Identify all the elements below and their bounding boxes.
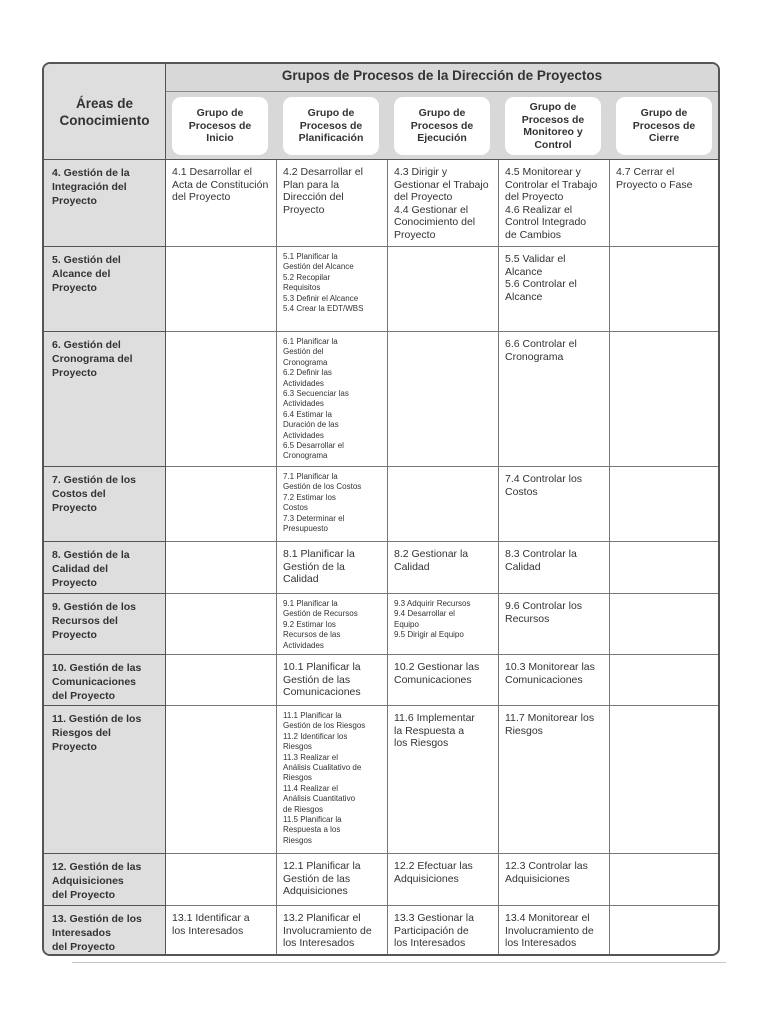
process-cell-integracion-monitoreo-control: 4.5 Monitorear y Controlar el Trabajo del Proyecto 4.6 Realizar el Control Integrado de Cambios bbox=[499, 160, 610, 247]
process-cell-comunicaciones-cierre bbox=[610, 655, 718, 706]
process-cell-interesados-inicio: 13.1 Identificar a los Interesados bbox=[166, 906, 277, 954]
process-cell-cronograma-monitoreo-control: 6.6 Controlar el Cronograma bbox=[499, 332, 610, 467]
area-label-text: 5. Gestión del Alcance del Proyecto bbox=[52, 254, 121, 294]
process-cell-interesados-planificacion: 13.2 Planificar el Involucramiento de los Interesados bbox=[277, 906, 388, 954]
group-header-closing: Grupo de Procesos de Cierre bbox=[616, 97, 712, 155]
process-matrix-table bbox=[42, 62, 720, 956]
area-label-text: 13. Gestión de los Interesados del Proyecto bbox=[52, 913, 142, 953]
area-label-integracion bbox=[44, 160, 166, 247]
group-header-initiating: Grupo de Procesos de Inicio bbox=[172, 97, 268, 155]
group-header-monitoring: Grupo de Procesos de Monitoreo y Control bbox=[505, 97, 601, 155]
process-cell-calidad-inicio bbox=[166, 542, 277, 594]
process-cell-recursos-monitoreo-control: 9.6 Controlar los Recursos bbox=[499, 594, 610, 655]
process-cell-alcance-cierre bbox=[610, 247, 718, 332]
process-cell-adquisiciones-planificacion: 12.1 Planificar la Gestión de las Adquisiciones bbox=[277, 854, 388, 906]
process-cell-alcance-planificacion: 5.1 Planificar la Gestión del Alcance 5.2 Recopilar Requisitos 5.3 Definir el Alcance 5.4 Crear la EDT/WBS bbox=[277, 247, 388, 332]
process-groups-title: Grupos de Procesos de la Dirección de Proyectos bbox=[281, 68, 603, 83]
process-cell-recursos-planificacion: 9.1 Planificar la Gestión de Recursos 9.2 Estimar los Recursos de las Actividades bbox=[277, 594, 388, 655]
area-label-interesados bbox=[44, 906, 166, 954]
process-cell-costos-planificacion: 7.1 Planificar la Gestión de los Costos 7.2 Estimar los Costos 7.3 Determinar el Presupuesto bbox=[277, 467, 388, 542]
area-label-comunicaciones bbox=[44, 655, 166, 706]
area-label-text: 10. Gestión de las Comunicaciones del Proyecto bbox=[52, 662, 142, 702]
process-cell-calidad-cierre bbox=[610, 542, 718, 594]
area-label-text: 8. Gestión de la Calidad del Proyecto bbox=[52, 549, 130, 589]
process-cell-riesgos-planificacion: 11.1 Planificar la Gestión de los Riesgos 11.2 Identificar los Riesgos 11.3 Realizar el Análisis Cualitativo de Riesgos 11.4 Realizar el Análisis Cuantitativo de Riesgos 11.5 Planificar la Respuesta a los Riesgos bbox=[277, 706, 388, 854]
process-cell-adquisiciones-cierre bbox=[610, 854, 718, 906]
process-cell-cronograma-inicio bbox=[166, 332, 277, 467]
process-cell-calidad-monitoreo-control: 8.3 Controlar la Calidad bbox=[499, 542, 610, 594]
process-cell-calidad-planificacion: 8.1 Planificar la Gestión de la Calidad bbox=[277, 542, 388, 594]
process-cell-costos-ejecucion bbox=[388, 467, 499, 542]
footer-rule bbox=[72, 962, 726, 963]
area-label-text: 9. Gestión de los Recursos del Proyecto bbox=[52, 601, 137, 641]
area-label-recursos bbox=[44, 594, 166, 655]
area-label-riesgos bbox=[44, 706, 166, 854]
process-cell-alcance-monitoreo-control: 5.5 Validar el Alcance 5.6 Controlar el Alcance bbox=[499, 247, 610, 332]
area-label-cronograma bbox=[44, 332, 166, 467]
process-groups-header bbox=[166, 64, 718, 160]
process-cell-costos-cierre bbox=[610, 467, 718, 542]
area-label-text: 4. Gestión de la Integración del Proyecto bbox=[52, 167, 130, 207]
process-cell-riesgos-monitoreo-control: 11.7 Monitorear los Riesgos bbox=[499, 706, 610, 854]
area-label-text: 11. Gestión de los Riesgos del Proyecto bbox=[52, 713, 142, 753]
process-cell-riesgos-inicio bbox=[166, 706, 277, 854]
process-cell-recursos-inicio bbox=[166, 594, 277, 655]
process-cell-costos-inicio bbox=[166, 467, 277, 542]
process-cell-costos-monitoreo-control: 7.4 Controlar los Costos bbox=[499, 467, 610, 542]
process-cell-comunicaciones-monitoreo-control: 10.3 Monitorear las Comunicaciones bbox=[499, 655, 610, 706]
process-cell-comunicaciones-ejecucion: 10.2 Gestionar las Comunicaciones bbox=[388, 655, 499, 706]
process-cell-riesgos-cierre bbox=[610, 706, 718, 854]
process-cell-interesados-cierre bbox=[610, 906, 718, 954]
process-cell-recursos-cierre bbox=[610, 594, 718, 655]
process-cell-riesgos-ejecucion: 11.6 Implementar la Respuesta a los Riesgos bbox=[388, 706, 499, 854]
process-cell-alcance-inicio bbox=[166, 247, 277, 332]
area-label-calidad bbox=[44, 542, 166, 594]
area-label-text: 12. Gestión de las Adquisiciones del Proyecto bbox=[52, 861, 142, 901]
process-cell-interesados-monitoreo-control: 13.4 Monitorear el Involucramiento de los Interesados bbox=[499, 906, 610, 954]
process-cell-integracion-ejecucion: 4.3 Dirigir y Gestionar el Trabajo del Proyecto 4.4 Gestionar el Conocimiento del Proyecto bbox=[388, 160, 499, 247]
areas-header bbox=[44, 64, 166, 160]
area-label-text: 6. Gestión del Cronograma del Proyecto bbox=[52, 339, 133, 379]
process-cell-integracion-cierre: 4.7 Cerrar el Proyecto o Fase bbox=[610, 160, 718, 247]
process-cell-cronograma-planificacion: 6.1 Planificar la Gestión del Cronograma 6.2 Definir las Actividades 6.3 Secuenciar las Actividades 6.4 Estimar la Duración de las Actividades 6.5 Desarrollar el Cronograma bbox=[277, 332, 388, 467]
process-cell-alcance-ejecucion bbox=[388, 247, 499, 332]
area-label-adquisiciones bbox=[44, 854, 166, 906]
group-header-planning: Grupo de Procesos de Planificación bbox=[283, 97, 379, 155]
process-cell-adquisiciones-inicio bbox=[166, 854, 277, 906]
process-cell-integracion-planificacion: 4.2 Desarrollar el Plan para la Dirección del Proyecto bbox=[277, 160, 388, 247]
process-cell-cronograma-ejecucion bbox=[388, 332, 499, 467]
areas-header-label: Áreas de Conocimiento bbox=[59, 95, 150, 128]
process-cell-interesados-ejecucion: 13.3 Gestionar la Participación de los Interesados bbox=[388, 906, 499, 954]
area-label-text: 7. Gestión de los Costos del Proyecto bbox=[52, 474, 137, 514]
process-cell-comunicaciones-planificacion: 10.1 Planificar la Gestión de las Comunicaciones bbox=[277, 655, 388, 706]
process-cell-adquisiciones-ejecucion: 12.2 Efectuar las Adquisiciones bbox=[388, 854, 499, 906]
area-label-alcance bbox=[44, 247, 166, 332]
process-cell-comunicaciones-inicio bbox=[166, 655, 277, 706]
process-cell-integracion-inicio: 4.1 Desarrollar el Acta de Constitución del Proyecto bbox=[166, 160, 277, 247]
header-divider bbox=[166, 91, 718, 92]
matrix-grid bbox=[44, 64, 718, 954]
group-header-executing: Grupo de Procesos de Ejecución bbox=[394, 97, 490, 155]
process-cell-calidad-ejecucion: 8.2 Gestionar la Calidad bbox=[388, 542, 499, 594]
process-cell-adquisiciones-monitoreo-control: 12.3 Controlar las Adquisiciones bbox=[499, 854, 610, 906]
process-cell-recursos-ejecucion: 9.3 Adquirir Recursos 9.4 Desarrollar el Equipo 9.5 Dirigir al Equipo bbox=[388, 594, 499, 655]
process-cell-cronograma-cierre bbox=[610, 332, 718, 467]
area-label-costos bbox=[44, 467, 166, 542]
